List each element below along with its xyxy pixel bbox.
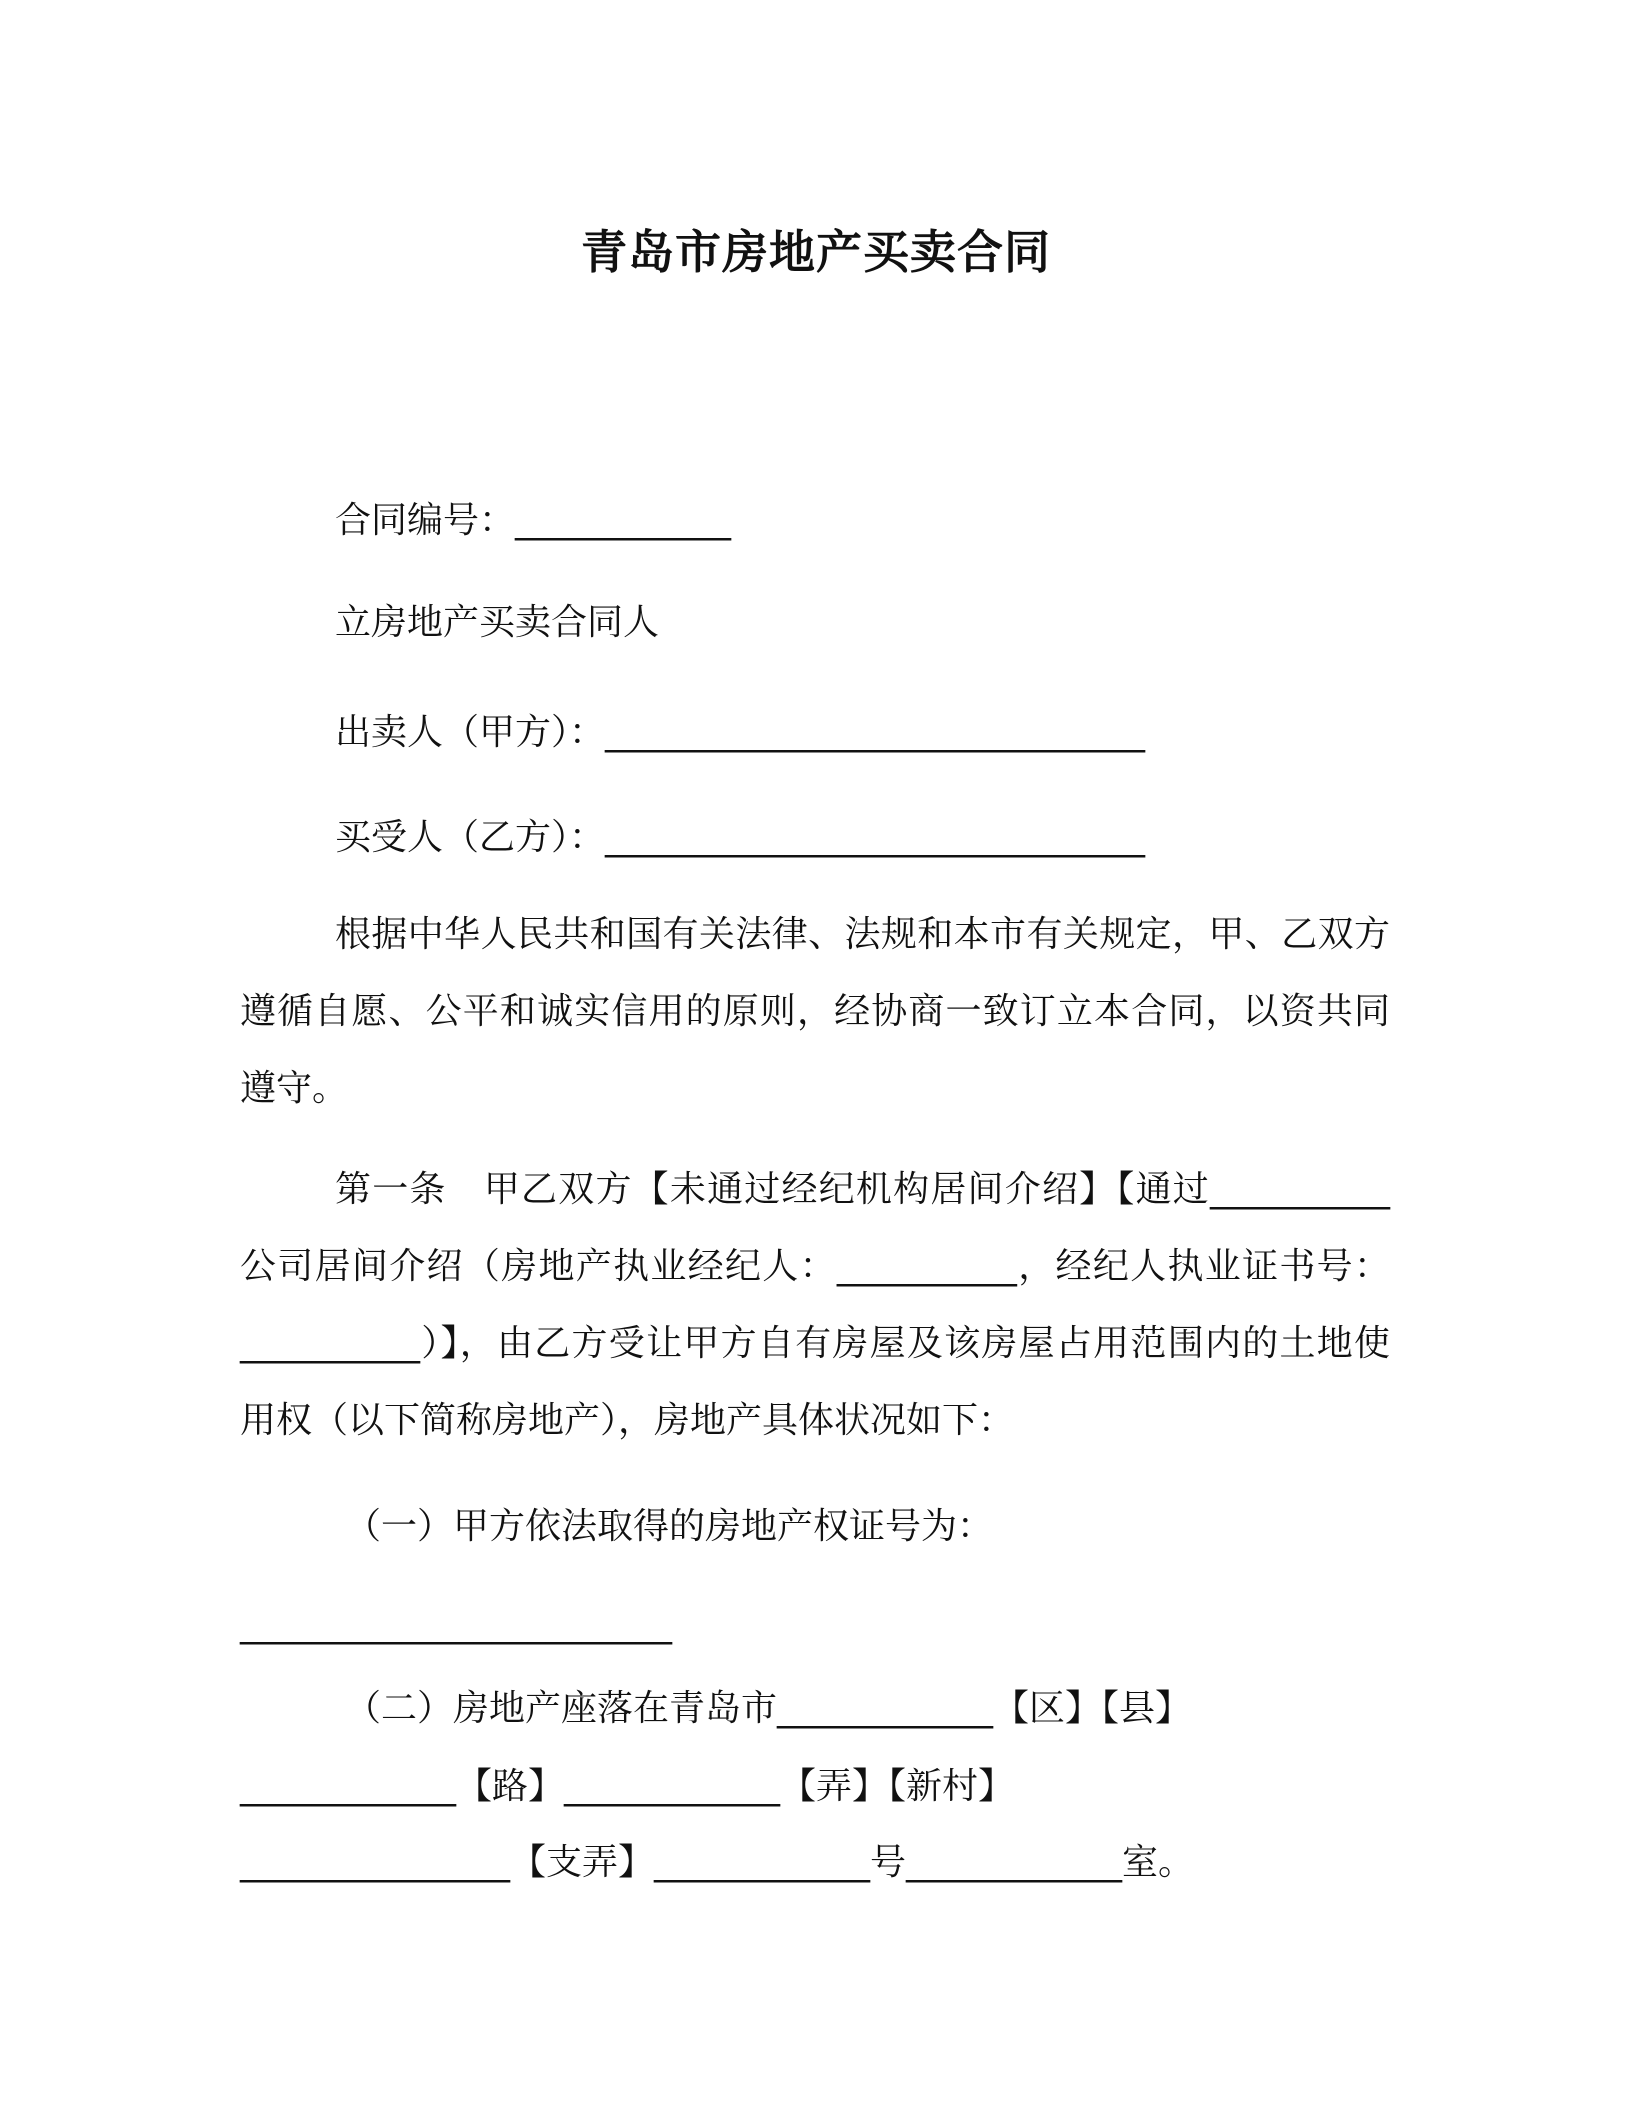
article-1-paragraph: 第一条 甲乙双方【未通过经纪机构居间介绍】【通过__________公司居间介绍（房地产执业经纪人：__________，经纪人执业证书号：__________）】，由乙方受让甲方自有房屋及该房屋占用范围内的土地使用权（以下简称房地产），房地产具体状况如下：: [240, 1169, 1390, 1441]
item-2-line-3: _______________【支弄】____________号____________室。: [240, 1842, 1195, 1883]
parties-heading: 立房地产买卖合同人: [335, 602, 660, 643]
item-2-line-2: ____________【路】____________【弄】【新村】: [240, 1766, 1015, 1807]
item-1-blank: ________________________: [240, 1604, 672, 1645]
seller-line: 出卖人（甲方）：______________________________: [335, 712, 1146, 753]
buyer-line: 买受人（乙方）：______________________________: [335, 817, 1146, 858]
item-2-line-1: （二）房地产座落在青岛市____________【区】【县】: [345, 1688, 1192, 1729]
preamble-paragraph: 根据中华人民共和国有关法律、法规和本市有关规定，甲、乙双方遵循自愿、公平和诚实信用的原则，经协商一致订立本合同，以资共同遵守。: [240, 914, 1390, 1109]
item-1-label: （一）甲方依法取得的房地产权证号为：: [345, 1506, 994, 1547]
contract-number-line: 合同编号：____________: [335, 500, 732, 541]
document-title: 青岛市房地产买卖合同: [581, 225, 1051, 279]
